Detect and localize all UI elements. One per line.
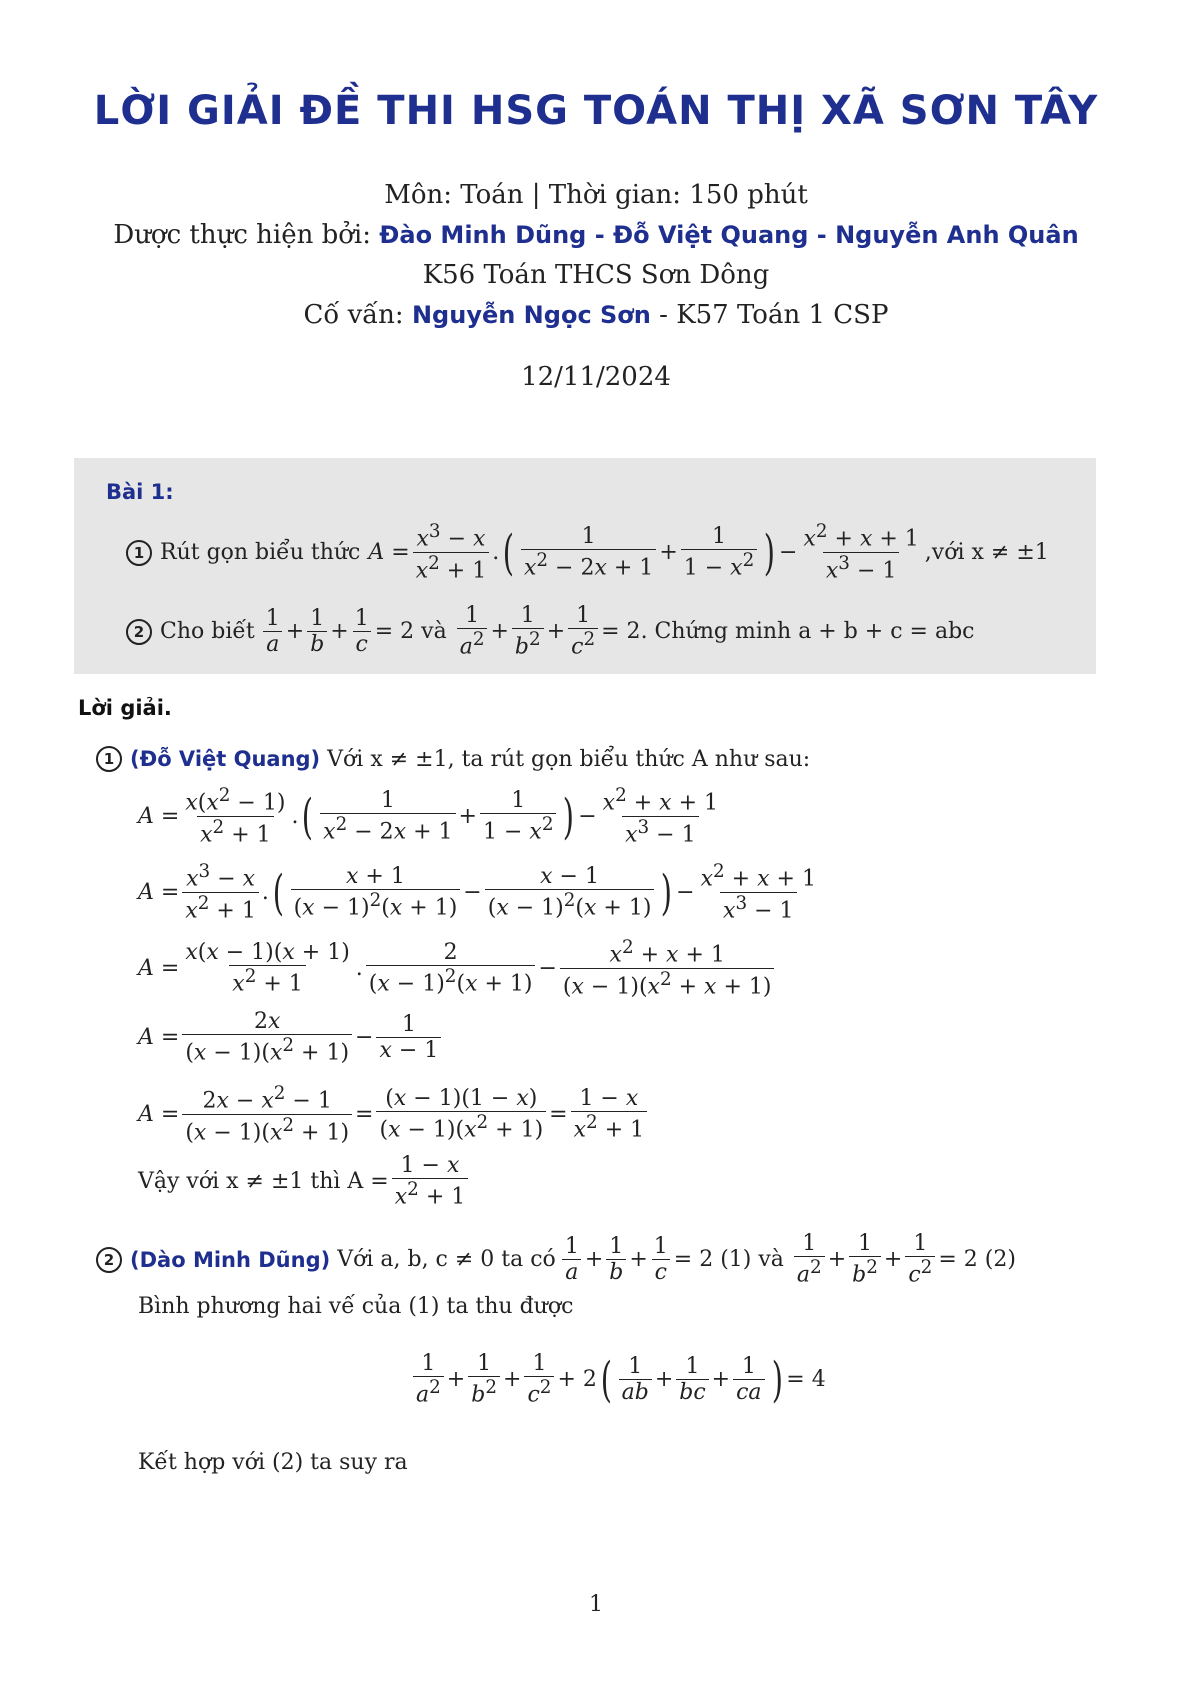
solution-label: Lời giải. [78,696,172,720]
page-number: 1 [589,1592,603,1617]
step-3: A = x(x − 1)(x + 1) $x^2 + 1$ . 2 $(x - 1)^2(x + 1)$ − $x^2 + x + 1$ $(x - 1)(x^2 + x + 1)$ [138,938,777,999]
question-2-and: và [421,619,447,645]
problem-question-1: 1 Rút gọn biểu thức A = $\frac{x^3 - x}{x^2 + 1}$ . ( 1 $x^2 - 2x + 1$ + 1 $1 - x^2$ ) − $x^2 + x + 1$ $x^3 - 1$ ,với x ≠ ±1 [126,522,1049,583]
part-1-intro [96,746,810,772]
advisor-name: Nguyễn Ngọc Sơn [411,301,651,329]
step-4: A = 2x $(x - 1)(x^2 + 1)$ − 1 x − 1 [138,1010,444,1066]
question-2-number: 2 [126,619,152,645]
squared-equation: 1 $a^2$ + 1 $b^2$ + 1 $c^2$ + 2 ( 1 ab + 1 bc + 1 ca ) = 4 [410,1352,826,1408]
authors-line [0,220,1192,250]
question-2-text: Cho biết [160,619,255,645]
part-1-conclusion-text: Vậy với x ≠ ±1 thì A = [138,1169,389,1195]
question-1-text: Rút gọn biểu thức [160,540,361,566]
part-1-number: 1 [96,746,122,772]
part-1-intro-text: Với x ≠ ±1, ta rút gọn biểu thức A như sau: [327,746,811,772]
document-title: LỜI GIẢI ĐỀ THI HSG TOÁN THỊ XÃ SƠN TÂY [93,88,1099,134]
part-2-number: 2 [96,1247,122,1273]
question-1-condition: ,với x ≠ ±1 [924,540,1049,566]
part-1-author: (Đỗ Việt Quang) [130,747,321,771]
advisor-line [0,300,1192,330]
part-2-intro-text: Với a, b, c ≠ 0 ta có [337,1247,556,1273]
authors-prefix: Dược thực hiện bởi: [113,220,372,250]
step-5: A = $2x - x^2 - 1$ $(x - 1)(x^2 + 1)$ = (x − 1)(1 − x) $(x - 1)(x^2 + 1)$ = 1 − x $x^2 + 1$ [138,1084,650,1145]
class-line: K56 Toán THCS Sơn Dông [422,260,770,290]
advisor-prefix: Cố vấn: [303,300,404,330]
advisor-suffix: - K57 Toán 1 CSP [659,300,889,330]
part-2-author: (Dào Minh Dũng) [130,1247,331,1272]
question-2-end: . Chứng minh a + b + c = abc [640,619,975,645]
step-2: A = $x^3 - x$ $x^2 + 1$ . ( x + 1 $(x - 1)^2(x + 1)$ − x − 1 $(x - 1)^2(x + 1)$ ) − $x^2 + x + 1$ $x^3 - 1$ [138,861,816,923]
document-date: 12/11/2024 [521,362,671,392]
question-1-number: 1 [126,540,152,566]
part-2-intro: 2 (Dào Minh Dũng) Với a, b, c ≠ 0 ta có 1 a + 1 b + $\frac{1}{c}$ = 2 (1) và 1 $a^2$ + 1 $b^2$ + $\frac{1}{c^2}$ = 2 (2) [96,1232,1016,1288]
part-2-square-text: Bình phương hai vế của (1) ta thu được [138,1294,574,1319]
part-2-combine-text: Kết hợp với (2) ta suy ra [138,1450,408,1475]
part-2-end: = 2 (2) [938,1247,1016,1273]
part-2-mid: = 2 (1) và [673,1247,784,1273]
subject-line: Môn: Toán | Thời gian: 150 phút [384,180,808,210]
step-1: A = $x(x^2 - 1)$ $x^2 + 1$ . ( 1 $x^2 - 2x + 1$ + 1 $1 - x^2$ ) − $x^2 + x + 1$ $x^3 - 1$ [138,785,719,847]
part-1-conclusion: Vậy với x ≠ ±1 thì A = $\frac{1 - x}{x^2 + 1}$ [138,1154,471,1210]
authors-names: Đào Minh Dũng - Đỗ Việt Quang - Nguyễn Anh Quân [379,221,1079,249]
problem-label: Bài 1: [106,480,174,504]
problem-question-2: 2 Cho biết 1 a + 1 b + 1 c = 2 và 1 $a^2$ + 1 $b^2$ + 1 $c^2$ = 2 . Chứng minh a + b + c = abc [126,604,975,660]
